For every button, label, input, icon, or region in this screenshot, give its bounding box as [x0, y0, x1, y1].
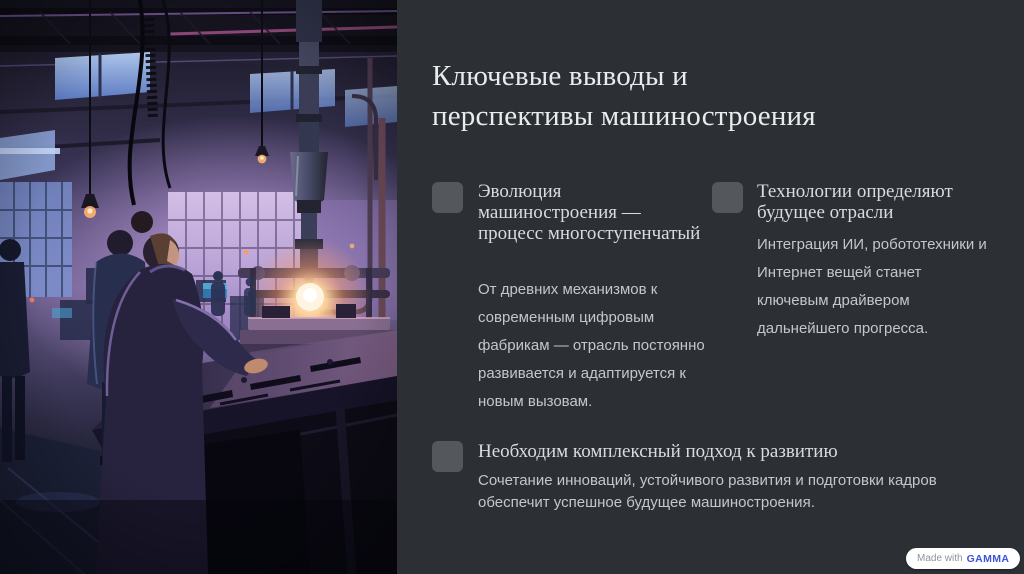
section-body-technology: Интеграция ИИ, робототехники и Интернет вещей станет ключевым драйвером дальнейшего прогресса.: [757, 236, 987, 337]
section-bullet-icon: [712, 182, 743, 213]
made-with-gamma-badge[interactable]: [906, 548, 1020, 569]
badge-brand-label: GAMMA: [966, 552, 1010, 565]
section-bullet-icon: [432, 441, 463, 472]
section-heading-technology: Технологии определяют будущее отрасли: [757, 181, 953, 223]
section-heading-evolution: Эволюция машиностроения — процесс многоступенчатый: [478, 181, 701, 244]
section-bullet-icon: [432, 182, 463, 213]
slide-title: [432, 56, 952, 136]
slide-title-line2: перспективы машиностроения: [432, 100, 816, 132]
section-heading-approach: Необходим комплексный подход к развитию: [478, 441, 838, 462]
section-body-approach: Сочетание инноваций, устойчивого развития и подготовки кадров обеспечит успешное будущее машиностроения.: [478, 472, 937, 511]
badge-prefix-label: Made with: [917, 553, 963, 564]
section-body-evolution: От древних механизмов к современным цифровым фабрикам — отрасль постоянно развивается и адаптируется к новым вызовам.: [478, 281, 705, 410]
factory-photo-illustration: [0, 0, 397, 574]
factory-photo: [0, 0, 397, 574]
slide-title-line1: Ключевые выводы и: [432, 60, 688, 92]
